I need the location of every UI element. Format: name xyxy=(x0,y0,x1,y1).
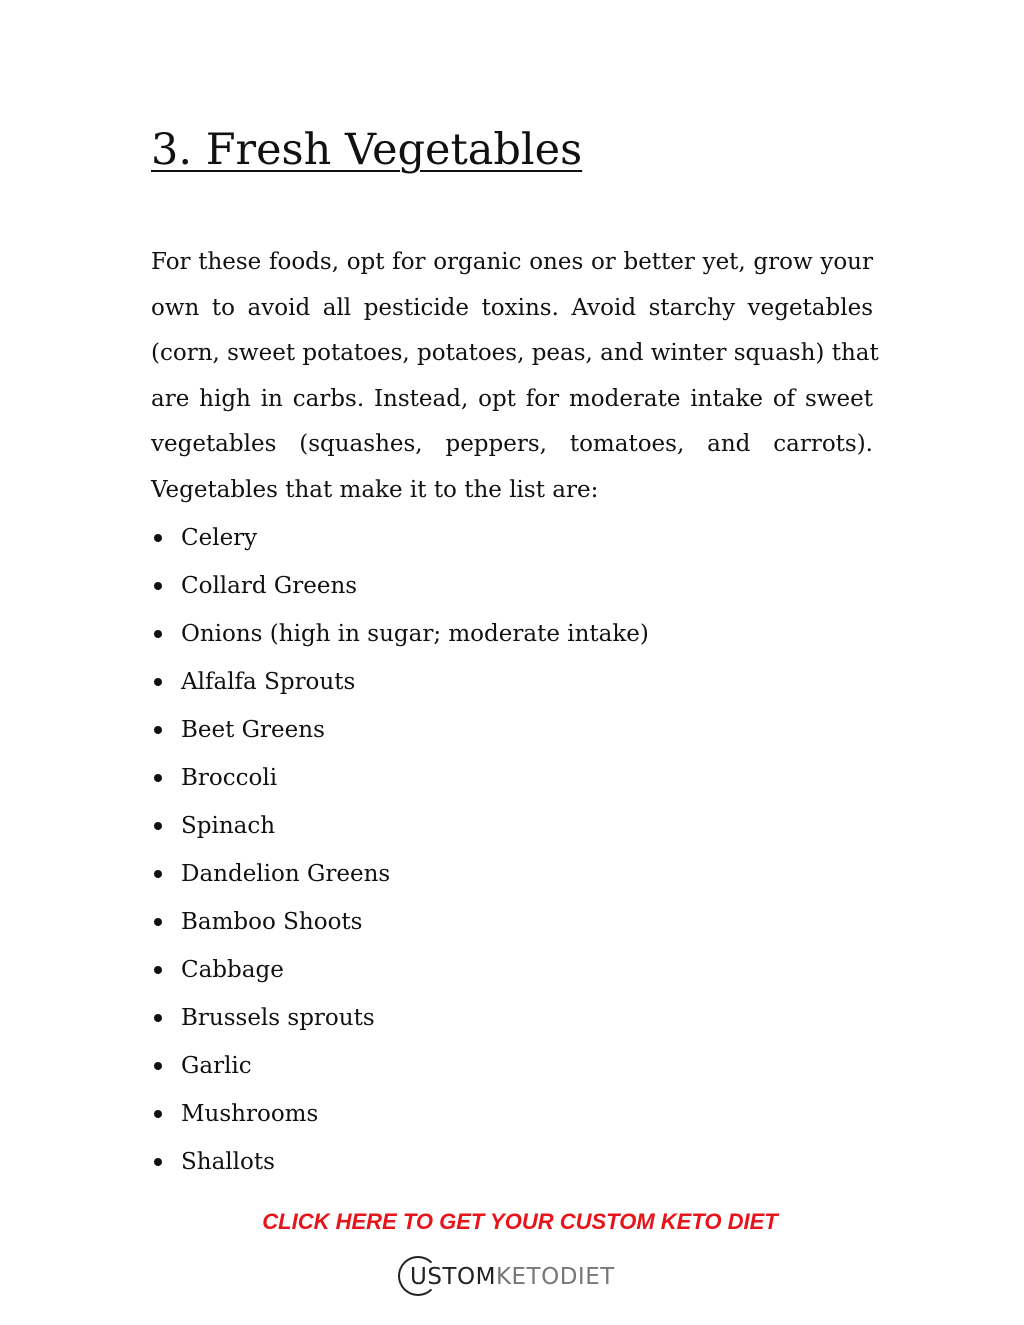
list-item xyxy=(151,1042,649,1090)
bullet-icon xyxy=(154,822,162,830)
intro-line: own to avoid all pesticide toxins. Avoid starchy vegetables xyxy=(151,294,873,321)
logo-text-light: KETODIET xyxy=(495,1264,615,1290)
bullet-icon xyxy=(154,678,162,686)
vegetable-list xyxy=(151,514,649,1186)
bullet-icon xyxy=(154,630,162,638)
bullet-icon xyxy=(154,918,162,926)
list-item xyxy=(151,850,649,898)
list-item xyxy=(151,1138,649,1186)
logo-text-strong: USTOM xyxy=(410,1264,496,1290)
bullet-icon xyxy=(154,1014,162,1022)
list-item-label: Dandelion Greens xyxy=(181,861,391,887)
list-item-label: Collard Greens xyxy=(181,573,358,599)
list-item-label: Brussels sprouts xyxy=(181,1005,375,1031)
list-item-label: Beet Greens xyxy=(181,717,325,743)
bullet-icon xyxy=(154,1062,162,1070)
list-item-label: Broccoli xyxy=(181,765,278,791)
logo-wordmark xyxy=(410,1256,615,1298)
list-item xyxy=(151,658,649,706)
intro-line: are high in carbs. Instead, opt for moderate intake of sweet xyxy=(151,385,873,412)
list-item xyxy=(151,1090,649,1138)
bullet-icon xyxy=(154,1158,162,1166)
bullet-icon xyxy=(154,774,162,782)
bullet-icon xyxy=(154,582,162,590)
list-item xyxy=(151,754,649,802)
bullet-icon xyxy=(154,870,162,878)
list-item-label: Alfalfa Sprouts xyxy=(181,669,356,695)
list-item-label: Celery xyxy=(181,525,258,551)
list-item-label: Garlic xyxy=(181,1053,252,1079)
list-item xyxy=(151,706,649,754)
section-title: 3. Fresh Vegetables xyxy=(151,125,583,175)
list-item xyxy=(151,946,649,994)
bullet-icon xyxy=(154,726,162,734)
custom-keto-diet-link[interactable]: CLICK HERE TO GET YOUR CUSTOM KETO DIET xyxy=(262,1209,778,1234)
bullet-icon xyxy=(154,534,162,542)
custom-keto-diet-logo xyxy=(398,1256,615,1298)
list-item-label: Spinach xyxy=(181,813,276,839)
list-item-label: Mushrooms xyxy=(181,1101,319,1127)
list-item xyxy=(151,898,649,946)
list-item xyxy=(151,610,649,658)
list-item xyxy=(151,562,649,610)
bullet-icon xyxy=(154,1110,162,1118)
list-item xyxy=(151,514,649,562)
intro-line: vegetables (squashes, peppers, tomatoes, and carrots). xyxy=(151,431,873,458)
list-item xyxy=(151,994,649,1042)
list-item-label: Bamboo Shoots xyxy=(181,909,363,935)
intro-paragraph xyxy=(151,240,879,514)
intro-line: For these foods, opt for organic ones or better yet, grow your xyxy=(151,249,873,275)
list-item-label: Shallots xyxy=(181,1149,275,1175)
list-item-label: Onions (high in sugar; moderate intake) xyxy=(181,621,649,647)
intro-line: Vegetables that make it to the list are: xyxy=(151,476,599,503)
list-item xyxy=(151,802,649,850)
list-item-label: Cabbage xyxy=(181,957,284,983)
bullet-icon xyxy=(154,966,162,974)
intro-line: (corn, sweet potatoes, potatoes, peas, and winter squash) that xyxy=(151,340,879,367)
